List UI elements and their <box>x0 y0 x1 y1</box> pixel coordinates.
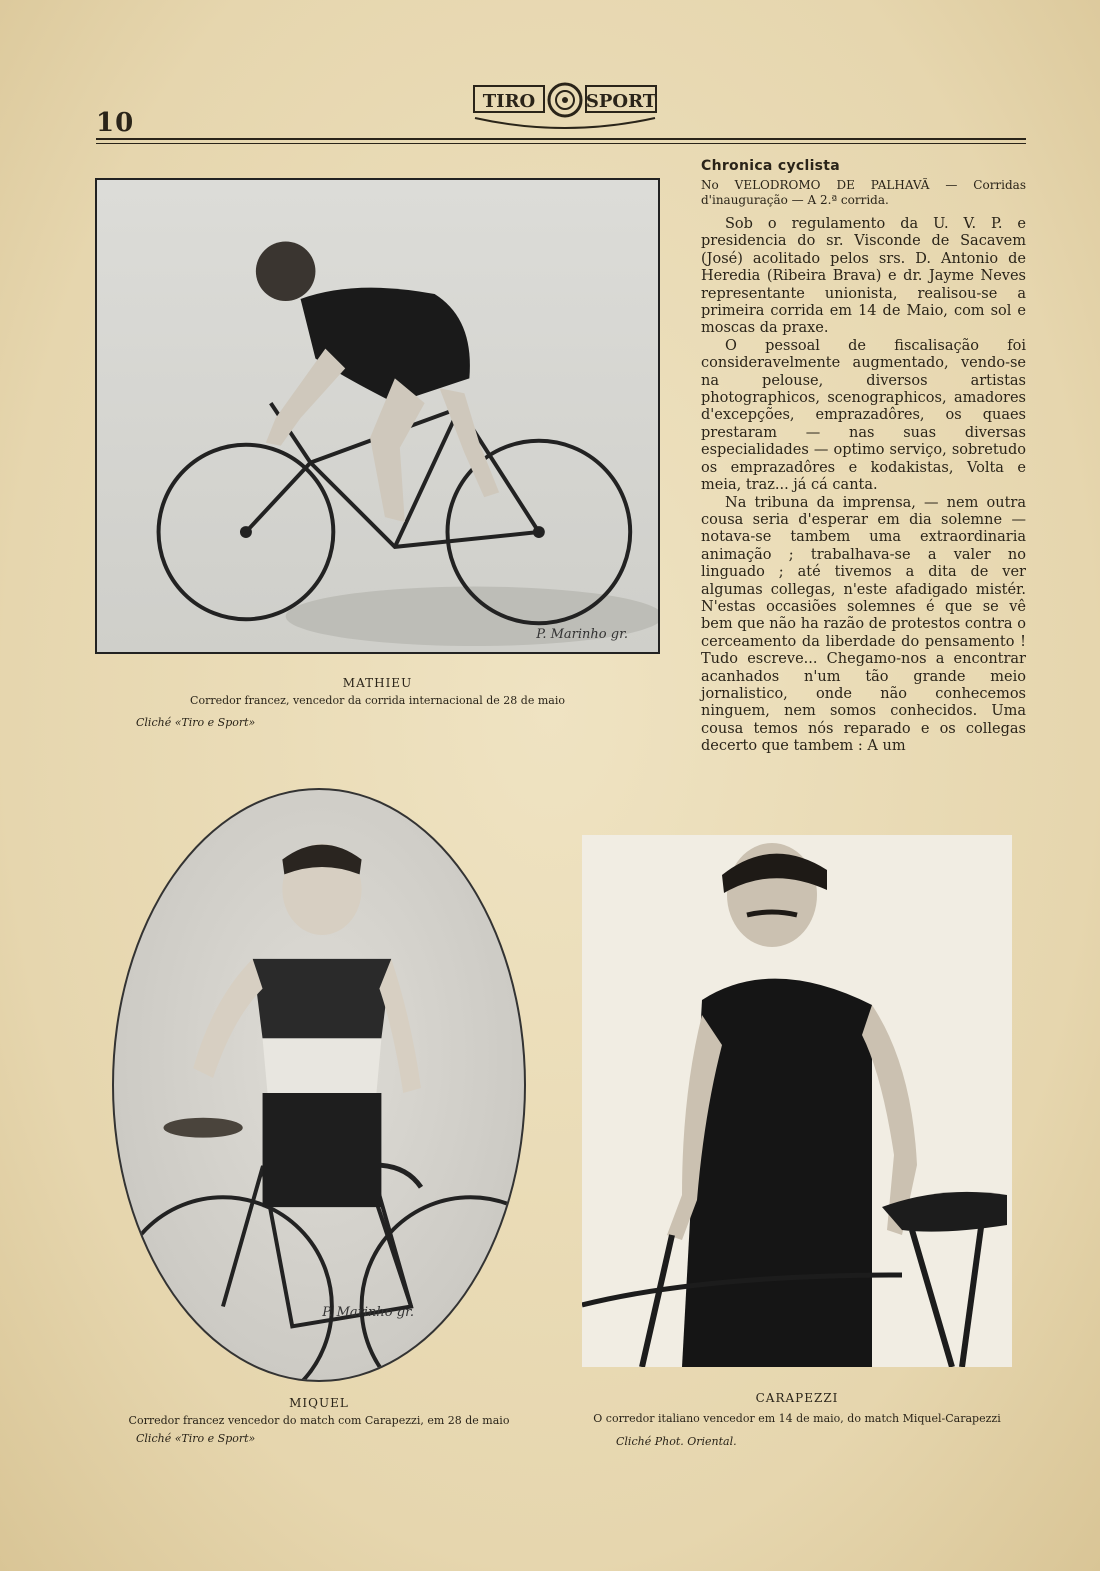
caption-credit-carapezzi: Cliché Phot. Oriental. <box>616 1435 737 1448</box>
photo-signature: P. Marinho gr. <box>536 627 628 642</box>
article-title: Chronica cyclista <box>701 158 841 174</box>
article-chronica-cyclista <box>701 158 1026 756</box>
caption-desc-miquel: Corredor francez vencedor do match com Carapezzi, em 28 de maio <box>128 1414 510 1427</box>
caption-desc-mathieu: Corredor francez, vencedor da corrida internacional de 28 de maio <box>190 694 565 707</box>
caption-name-carapezzi: CARAPEZZI <box>755 1391 839 1405</box>
svg-text:SPORT: SPORT <box>585 91 657 112</box>
caption-name-mathieu: MATHIEU <box>342 676 413 690</box>
caption-name-miquel: MIQUEL <box>289 1396 349 1410</box>
article-paragraph: Sob o regulamento da U. V. P. e presidencia do sr. Visconde de Sacavem (José) acolitado pelos srs. D. Antonio de Heredia (Ribeira Brava) e dr. Jayme Neves representante unionista, realisou-se a primeira corrida em 14 de Maio, com sol e moscas da praxe. <box>701 216 1026 337</box>
article-paragraph: Na tribuna da imprensa, — nem outra cousa seria d'esperar em dia solemne — notava-se tambem uma extraordinaria animação ; trabalhava-se a valer no linguado ; até tivemos a dita de ver algumas collegas, n'este afadigado mistér. N'estas occasiões solemnes é que se vê bem que não ha razão de protestos contra o cerceamento da liberdade do pensamento ! Tudo escreve... Chegamo-nos a encontrar acanhados n'um tão grande meio jornalistico, onde não conhecemos ninguem, nem somos conhecidos. Uma cousa temos nós reparado e os collegas decerto que tambem : A um <box>701 494 1026 755</box>
article-subtitle: No VELODROMO DE PALHAVÃ — Corridas d'inauguração — A 2.ª corrida. <box>701 178 1026 207</box>
caption-credit-mathieu: Cliché «Tiro e Sport» <box>136 716 256 729</box>
caption-desc-carapezzi: O corredor italiano vencedor em 14 de maio, do match Miquel-Carapezzi <box>593 1412 1001 1425</box>
svg-text:TIRO: TIRO <box>482 91 536 112</box>
article-body <box>701 216 1026 756</box>
article-paragraph: O pessoal de fiscalisação foi consideravelmente augmentado, vendo-se na pelouse, diversos artistas photographicos, scenographicos, amadores d'excepções, emprazadôres, os quaes prestaram — nas suas diversas especialidades — optimo serviço, sobretudo os emprazadôres e kodakistas, Volta e meia, traz... já cá canta. <box>701 337 1026 494</box>
photo-carapezzi <box>582 835 1012 1367</box>
page-number: 10 <box>96 108 135 138</box>
header-rule-thin <box>96 143 1026 144</box>
caption-credit-miquel: Cliché «Tiro e Sport» <box>136 1432 256 1445</box>
photo-mathieu <box>95 178 660 654</box>
header-rule <box>96 138 1026 140</box>
masthead-logo <box>470 78 660 130</box>
photo-miquel <box>112 788 526 1382</box>
photo-signature: P. Marinho gr. <box>322 1305 414 1320</box>
